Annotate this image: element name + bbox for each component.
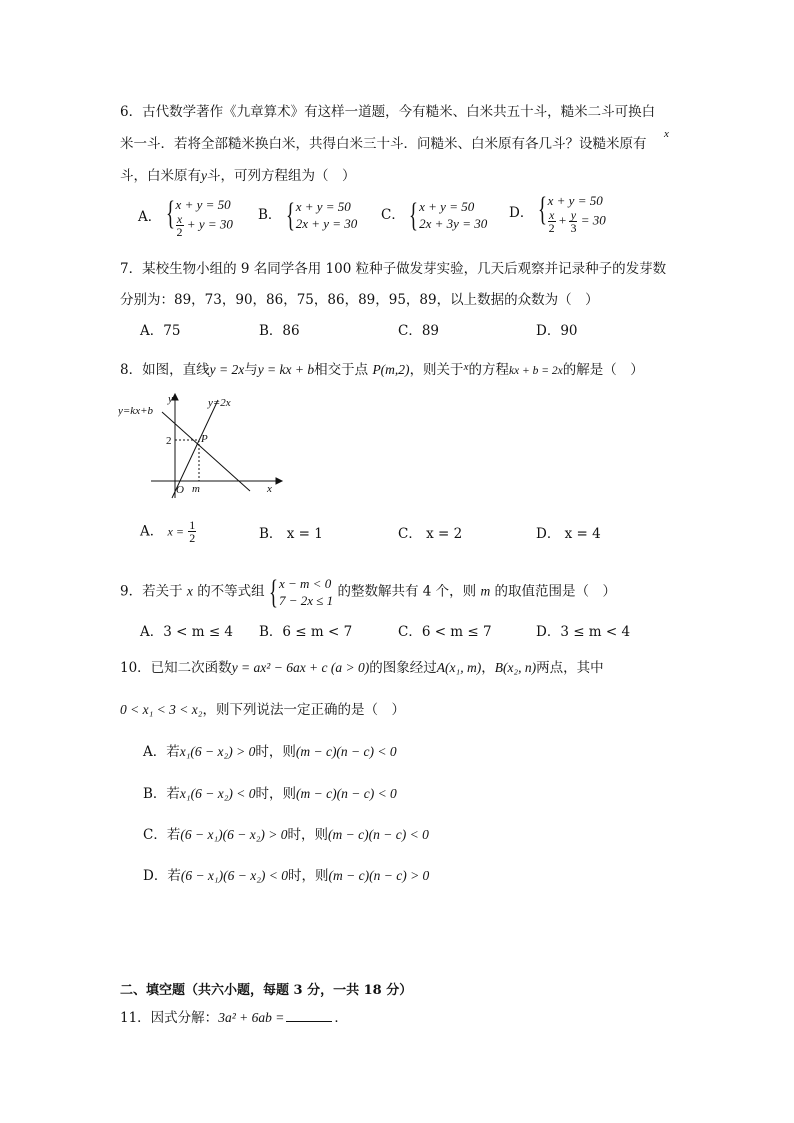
q11-answer-blank[interactable] bbox=[286, 1021, 332, 1022]
q10-line2: 0 < x₁ < 3 < x₂，则下列说法一定正确的是（ ） bbox=[120, 702, 405, 718]
label-y-kxb: y=kx+b bbox=[118, 405, 153, 417]
q6-option-c: C． { x + y = 50 2x + 3y = 30 bbox=[381, 197, 488, 234]
q10-line1: 10．已知二次函数y = ax² − 6ax + c (a > 0)的图象经过A(x₁, m)，B(x₂, n)两点，其中 bbox=[120, 660, 604, 676]
q6-option-a: A． { x + y = 50 $\frac{x}{2}$ + y = 30 bbox=[138, 195, 233, 239]
q6-option-d: D． { x + y = 50 $\frac{x}{2}$ + $\frac{y}{3}$ = 30 bbox=[509, 191, 606, 235]
label-m: m bbox=[192, 483, 200, 495]
q8-option-a: A． x = $\frac{1}{2}$ bbox=[140, 518, 196, 545]
q8-option-d: D． x = 4 bbox=[536, 526, 601, 542]
q9-option-d: D．3 ≤ m < 4 bbox=[536, 624, 631, 640]
x-axis-arrow bbox=[276, 478, 282, 484]
q6-var-x: x bbox=[664, 128, 669, 140]
label-P: P bbox=[201, 433, 208, 445]
section-2-heading: 二、填空题（共六小题，每题 3 分，一共 18 分） bbox=[120, 983, 413, 998]
q9-option-a: A．3 < m ≤ 4 bbox=[140, 624, 234, 640]
q9-line1: 9．若关于 x 的不等式组 { x − m < 0 7 − 2x ≤ 1 的整数解共有 4 个，则 m 的取值范围是（ ） bbox=[120, 574, 616, 611]
q8-option-b: B． x = 1 bbox=[259, 526, 323, 542]
y-axis-arrow bbox=[172, 394, 178, 400]
q10-option-b: B．若x₁(6 − x₂) < 0时，则(m − c)(n − c) < 0 bbox=[143, 786, 397, 802]
q7-option-b: B．86 bbox=[259, 323, 300, 339]
q9-option-c: C．6 < m ≤ 7 bbox=[398, 624, 492, 640]
q7-option-c: C．89 bbox=[398, 323, 440, 339]
label-y: y bbox=[168, 393, 173, 405]
q7-line2: 分别为：89，73，90，86，75，86，89，95，89，以上数据的众数为（ ） bbox=[120, 292, 599, 308]
q8-line1: 8．如图，直线y = 2x与y = kx + b相交于点 P(m,2)，则关于$^x$的方程kx + b = 2x的解是（ ） bbox=[120, 361, 644, 378]
q8-option-c: C． x = 2 bbox=[398, 526, 463, 542]
label-x: x bbox=[267, 483, 272, 495]
label-O: O bbox=[176, 484, 184, 496]
q6-line2: 米一斗．若将全部糙米换白米，共得白米三十斗．问糙米、白米原有各几斗？设糙米原有 bbox=[120, 136, 647, 152]
label-2: 2 bbox=[166, 435, 172, 447]
label-y-2x: y=2x bbox=[208, 397, 231, 409]
q11-line: 11．因式分解：3a² + 6ab = ． bbox=[120, 1010, 348, 1026]
q10-option-a: A．若x₁(6 − x₂) > 0时，则(m − c)(n − c) < 0 bbox=[143, 744, 397, 760]
q10-option-d: D．若(6 − x₁)(6 − x₂) < 0时，则(m − c)(n − c) > 0 bbox=[143, 868, 430, 884]
q7-option-a: A．75 bbox=[140, 323, 181, 339]
q9-option-b: B．6 ≤ m < 7 bbox=[259, 624, 353, 640]
q10-option-c: C．若(6 − x₁)(6 − x₂) > 0时，则(m − c)(n − c) < 0 bbox=[143, 827, 429, 843]
q8-figure bbox=[118, 392, 288, 504]
q6-option-b: B． { x + y = 50 2x + y = 30 bbox=[258, 197, 358, 234]
q7-line1: 7．某校生物小组的 9 名同学各用 100 粒种子做发芽实验，几天后观察并记录种子的发芽数 bbox=[120, 261, 667, 277]
q6-line1: 6．古代数学著作《九章算术》有这样一道题，今有糙米、白米共五十斗，糙米二斗可换白 bbox=[120, 104, 656, 120]
q7-option-d: D．90 bbox=[536, 323, 578, 339]
q6-line3: 斗，白米原有y斗，可列方程组为（ ） bbox=[120, 168, 356, 184]
